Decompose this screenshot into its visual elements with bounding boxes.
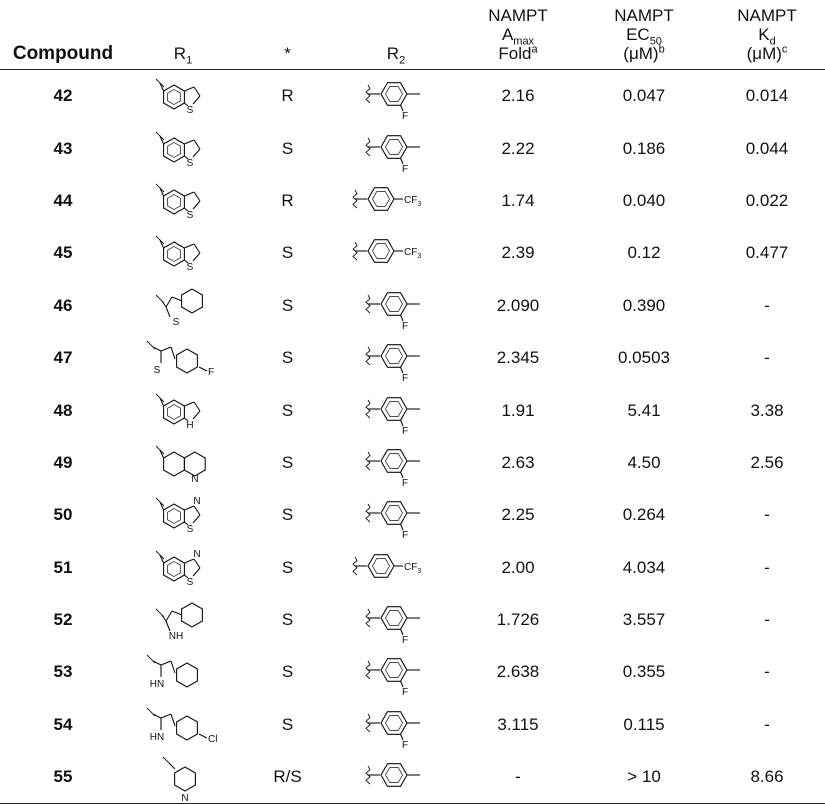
svg-text:N: N (181, 793, 189, 804)
r1-structure-drawing (152, 176, 214, 226)
ec50-value: 5.41 (627, 400, 661, 420)
stereo-config: R/S (240, 751, 335, 804)
r2-structure-drawing (364, 700, 428, 750)
table-row (0, 280, 825, 332)
r1-structure-drawing (152, 124, 214, 174)
compound-id: 45 (53, 243, 73, 263)
ec50-value: 4.034 (622, 557, 666, 577)
r2-structure (335, 122, 457, 174)
stereo-config: S (281, 295, 294, 315)
compound-id: 50 (53, 505, 73, 525)
svg-text:CF3: $CF_3$ (404, 247, 422, 261)
svg-text:F: F (401, 739, 409, 751)
r1-structure-drawing (152, 595, 214, 645)
amax-fold-value: 2.090 (496, 295, 540, 315)
ec50-value: 0.115 (623, 714, 665, 734)
r2-structure-drawing (351, 176, 441, 226)
r2-structure-drawing (364, 71, 428, 121)
header-kd-line3 (709, 44, 825, 63)
table-row (0, 227, 825, 279)
compound-id: 51 (53, 557, 73, 577)
compound-id: 54 (53, 714, 73, 734)
amax-fold-value: - (457, 751, 579, 804)
kd-value: - (764, 610, 770, 630)
ec50-value: 0.040 (622, 190, 666, 210)
compound-id: 47 (53, 348, 73, 368)
compound-id: 48 (53, 400, 73, 420)
r1-structure (126, 489, 240, 541)
r2-structure (335, 437, 457, 489)
header-compound: Compound (0, 0, 126, 70)
stereo-config: S (281, 400, 294, 420)
table-row (0, 594, 825, 646)
svg-text:CF3: $CF_3$ (404, 194, 422, 208)
ec50-value: 0.390 (622, 295, 666, 315)
table-row (0, 384, 825, 436)
header-ec50-unit: (μM) (623, 44, 659, 63)
table-row (0, 437, 825, 489)
kd-value: 3.38 (750, 400, 784, 420)
r1-structure (126, 175, 240, 227)
r1-structure (126, 542, 240, 594)
kd-value: 0.022 (745, 190, 789, 210)
compound-id: 53 (53, 662, 73, 682)
svg-text:F: F (401, 373, 409, 385)
r2-structure-drawing (364, 595, 428, 645)
header-r2-main: R (386, 44, 400, 63)
r2-structure-drawing (351, 543, 441, 593)
amax-fold-value: 2.16 (501, 86, 535, 106)
svg-text:S: S (172, 316, 180, 328)
r2-structure-drawing (364, 333, 428, 383)
r1-structure (126, 594, 240, 646)
header-amax-fold: Fold (498, 44, 532, 63)
kd-value: - (764, 348, 770, 368)
svg-text:F: F (401, 687, 409, 699)
r1-structure-drawing (152, 281, 214, 331)
r2-structure (335, 699, 457, 751)
r1-structure (126, 646, 240, 698)
amax-fold-value: 2.63 (501, 452, 535, 472)
r2-structure (335, 594, 457, 646)
header-r1-main: R (173, 44, 187, 63)
kd-value: - (764, 662, 770, 682)
header-row (0, 0, 825, 70)
ec50-value: 3.557 (622, 610, 666, 630)
svg-text:F: F (401, 425, 409, 437)
r1-structure (126, 699, 240, 751)
amax-fold-value: 2.638 (496, 662, 540, 682)
ec50-value: 0.264 (622, 505, 666, 525)
header-amax-line1: NAMPT (488, 6, 548, 25)
header-amax-line2 (457, 25, 579, 48)
kd-value: - (764, 295, 770, 315)
compound-id: 46 (53, 295, 73, 315)
header-kd-line1: NAMPT (737, 6, 797, 25)
kd-value: 8.66 (709, 751, 825, 804)
r1-structure-drawing (152, 228, 214, 278)
stereo-config: S (281, 557, 294, 577)
r2-structure (335, 175, 457, 227)
r1-structure (126, 384, 240, 436)
r1-structure-drawing (143, 700, 223, 750)
table-row (0, 122, 825, 174)
ec50-value: 0.186 (622, 138, 666, 158)
amax-fold-value: 1.74 (501, 190, 535, 210)
table-row (0, 175, 825, 227)
header-amax (457, 0, 579, 70)
svg-text:S: S (186, 262, 194, 274)
svg-text:HN: HN (149, 679, 165, 691)
svg-text:H: H (186, 419, 194, 431)
svg-text:F: F (208, 367, 215, 379)
compound-id: 44 (53, 190, 73, 210)
header-star: * (240, 0, 335, 70)
r1-structure (126, 227, 240, 279)
r2-structure (335, 227, 457, 279)
r2-structure-drawing (364, 386, 428, 436)
header-ec50-line2 (579, 25, 709, 48)
stereo-config: R (281, 190, 294, 210)
r1-structure-drawing (159, 751, 207, 803)
stereo-config: S (281, 452, 294, 472)
compound-id: 43 (53, 138, 73, 158)
r2-structure-drawing (364, 124, 428, 174)
stereo-config: S (281, 662, 294, 682)
svg-text:N: N (191, 473, 199, 485)
r1-structure (126, 280, 240, 332)
amax-fold-value: 2.00 (501, 557, 535, 577)
r1-structure (126, 751, 240, 804)
svg-text:S: S (186, 576, 194, 588)
kd-value: 0.044 (745, 138, 789, 158)
table-row (0, 332, 825, 384)
r2-structure-drawing (364, 752, 428, 802)
ec50-value: 0.12 (627, 243, 661, 263)
ec50-value: > 10 (579, 751, 709, 804)
table-body (0, 70, 825, 804)
r1-structure (126, 332, 240, 384)
header-kd-line2 (709, 25, 825, 48)
stereo-config: S (281, 138, 294, 158)
stereo-config: S (281, 505, 294, 525)
r1-structure-drawing (152, 386, 214, 436)
r2-structure (335, 751, 457, 804)
stereo-config: S (281, 348, 294, 368)
header-ec50-sub: 50 (649, 35, 662, 48)
stereo-config: S (281, 610, 294, 630)
table-row (0, 699, 825, 751)
stereo-config: S (281, 714, 294, 734)
r1-structure-drawing (152, 543, 214, 593)
r2-structure (335, 542, 457, 594)
header-amax-sub: max (513, 35, 535, 48)
r2-structure-drawing (364, 647, 428, 697)
header-kd-sub: d (769, 35, 776, 48)
kd-value: - (764, 714, 770, 734)
svg-text:Cl: Cl (208, 733, 218, 745)
header-amax-main: A (501, 25, 514, 44)
header-kd (709, 0, 825, 70)
compound-id: 42 (53, 86, 73, 106)
svg-text:S: S (186, 209, 194, 221)
r2-structure-drawing (364, 281, 428, 331)
svg-text:N: N (193, 496, 201, 508)
table-row (0, 542, 825, 594)
table-row (0, 70, 825, 123)
header-r2 (335, 0, 457, 70)
r2-structure-drawing (364, 490, 428, 540)
r1-structure-drawing (143, 647, 223, 697)
r1-structure-drawing (152, 490, 214, 540)
header-ec50-footnote: b (658, 43, 665, 56)
svg-text:F: F (401, 111, 409, 123)
amax-fold-value: 2.25 (501, 505, 535, 525)
r1-structure-drawing (152, 438, 214, 488)
header-ec50-line1: NAMPT (614, 6, 674, 25)
r2-structure (335, 332, 457, 384)
r2-structure (335, 384, 457, 436)
header-kd-unit: (μM) (746, 44, 782, 63)
header-kd-main: K (758, 25, 770, 44)
ec50-value: 0.047 (622, 86, 666, 106)
svg-text:S: S (153, 365, 161, 377)
ec50-value: 0.0503 (618, 348, 670, 368)
header-r2-sub: 2 (399, 54, 406, 67)
svg-text:S: S (186, 157, 194, 169)
r1-structure (126, 70, 240, 123)
r1-structure-drawing (152, 71, 214, 121)
compound-id: 55 (0, 751, 126, 804)
r2-structure (335, 646, 457, 698)
table-row (0, 751, 825, 804)
kd-value: 0.014 (745, 86, 789, 106)
table-row (0, 489, 825, 541)
kd-value: 0.477 (745, 243, 789, 263)
stereo-config: S (281, 243, 294, 263)
header-r1 (126, 0, 240, 70)
svg-text:HN: HN (149, 731, 165, 743)
table-row (0, 646, 825, 698)
svg-text:CF3: $CF_3$ (404, 561, 422, 575)
r2-structure-drawing (364, 438, 428, 488)
r2-structure (335, 489, 457, 541)
svg-text:F: F (401, 635, 409, 647)
r2-structure (335, 70, 457, 123)
r1-structure (126, 122, 240, 174)
svg-text:F: F (401, 477, 409, 489)
r1-structure (126, 437, 240, 489)
svg-text:F: F (401, 320, 409, 332)
r2-structure (335, 280, 457, 332)
stereo-config: R (281, 86, 294, 106)
header-ec50 (579, 0, 709, 70)
amax-fold-value: 3.115 (497, 714, 539, 734)
header-amax-footnote: a (531, 43, 538, 56)
r1-structure-drawing (143, 333, 223, 383)
header-kd-footnote: c (781, 43, 788, 56)
svg-text:N: N (193, 548, 201, 560)
kd-value: - (764, 505, 770, 525)
amax-fold-value: 2.345 (496, 348, 540, 368)
header-amax-line3 (457, 44, 579, 63)
header-ec50-line3 (579, 44, 709, 63)
r2-structure-drawing (351, 228, 441, 278)
kd-value: - (764, 557, 770, 577)
amax-fold-value: 2.22 (501, 138, 535, 158)
kd-value: 2.56 (750, 452, 784, 472)
header-r1-sub: 1 (186, 54, 193, 67)
svg-text:F: F (401, 163, 409, 175)
compound-id: 49 (53, 452, 73, 472)
svg-text:NH: NH (168, 631, 184, 643)
compound-id: 52 (53, 610, 73, 630)
amax-fold-value: 1.726 (496, 610, 540, 630)
ec50-value: 0.355 (622, 662, 666, 682)
svg-text:S: S (186, 524, 194, 536)
amax-fold-value: 2.39 (501, 243, 535, 263)
svg-text:F: F (401, 530, 409, 542)
amax-fold-value: 1.91 (501, 400, 535, 420)
svg-text:S: S (186, 105, 194, 117)
ec50-value: 4.50 (627, 452, 661, 472)
header-ec50-main: EC (626, 25, 650, 44)
